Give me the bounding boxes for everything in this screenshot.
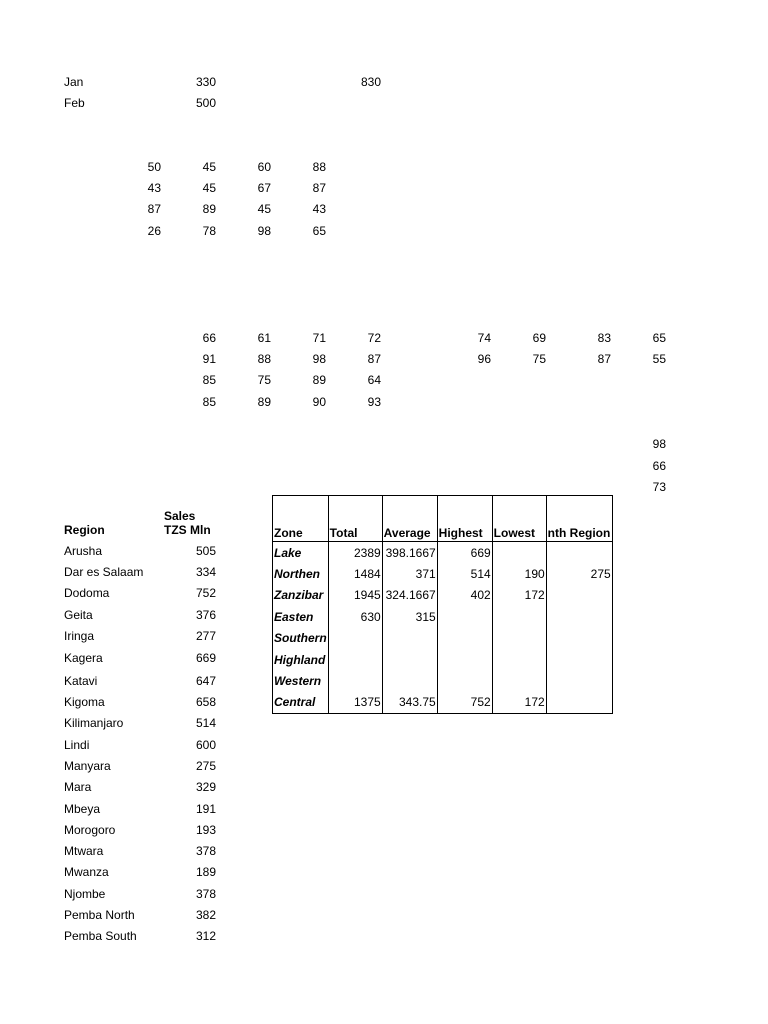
region-name: Manyara (64, 759, 111, 773)
region-sales: 312 (195, 929, 216, 943)
month-label-jan: Jan (64, 75, 84, 89)
region-name: Pemba South (64, 929, 137, 943)
zone-nth-region (546, 670, 612, 691)
zone-row (273, 628, 613, 649)
grid3-cell: 65 (652, 331, 666, 345)
grid2-cell: 98 (312, 352, 326, 366)
zone-lowest: 172 (492, 585, 546, 606)
zone-nth-region (546, 585, 612, 606)
region-name: Dodoma (64, 586, 110, 600)
region-sales: 378 (195, 844, 216, 858)
grid1-cell: 88 (312, 160, 326, 174)
zone-header-average: Average (382, 496, 437, 542)
zone-header-lowest: Lowest (492, 496, 546, 542)
grid1-cell: 87 (312, 181, 326, 195)
zone-name: Easten (273, 606, 329, 627)
zone-row (273, 585, 613, 606)
grid3-cell: 96 (477, 352, 491, 366)
zone-header-zone: Zone (273, 496, 329, 542)
zone-highest (437, 649, 492, 670)
zone-summary-table (272, 495, 613, 714)
zone-lowest (492, 628, 546, 649)
grid2-cell: 85 (202, 373, 216, 387)
zone-highest: 514 (437, 563, 492, 584)
zone-name: Central (273, 692, 329, 714)
grid2-cell: 66 (202, 331, 216, 345)
zone-total: 1375 (328, 692, 382, 714)
region-sales: 647 (195, 674, 216, 688)
zone-row (273, 542, 613, 564)
zone-total (328, 649, 382, 670)
zone-lowest (492, 649, 546, 670)
region-name: Katavi (64, 674, 98, 688)
zone-total: 1945 (328, 585, 382, 606)
zone-highest (437, 670, 492, 691)
grid3-cell: 87 (597, 352, 611, 366)
zone-header-nth-region: nth Region (546, 496, 612, 542)
zone-nth-region (546, 692, 612, 714)
grid2-cell: 61 (257, 331, 271, 345)
month-label-feb: Feb (64, 96, 85, 110)
extra-cell: 98 (652, 437, 666, 451)
month-value-jan: 330 (195, 75, 216, 89)
grid3-cell: 83 (597, 331, 611, 345)
grid1-cell: 65 (312, 224, 326, 238)
zone-average (382, 628, 437, 649)
region-sales: 189 (195, 865, 216, 879)
region-sales: 658 (195, 695, 216, 709)
zone-lowest: 190 (492, 563, 546, 584)
zone-average: 398.1667 (382, 542, 437, 564)
region-name: Kagera (64, 651, 103, 665)
grid1-cell: 78 (202, 224, 216, 238)
region-name: Morogoro (64, 823, 116, 837)
grid1-cell: 67 (257, 181, 271, 195)
grid2-cell: 71 (312, 331, 326, 345)
zone-highest: 402 (437, 585, 492, 606)
region-name: Mara (64, 780, 92, 794)
zone-name: Lake (273, 542, 329, 564)
zone-average: 371 (382, 563, 437, 584)
sales-header-line2: TZS Mln (164, 523, 211, 537)
zone-row (273, 670, 613, 691)
zone-lowest (492, 670, 546, 691)
zone-lowest (492, 542, 546, 564)
region-sales: 193 (195, 823, 216, 837)
region-sales: 191 (195, 802, 216, 816)
grid2-cell: 75 (257, 373, 271, 387)
zone-name: Highland (273, 649, 329, 670)
grid2-cell: 90 (312, 395, 326, 409)
region-name: Iringa (64, 629, 95, 643)
zone-total (328, 628, 382, 649)
zone-lowest (492, 606, 546, 627)
grid2-cell: 89 (257, 395, 271, 409)
zone-nth-region (546, 606, 612, 627)
grid3-cell: 75 (532, 352, 546, 366)
zone-row (273, 563, 613, 584)
grid1-cell: 26 (147, 224, 161, 238)
grid1-cell: 60 (257, 160, 271, 174)
grid1-cell: 45 (202, 160, 216, 174)
zone-average: 315 (382, 606, 437, 627)
zone-total (328, 670, 382, 691)
sales-header-line1: Sales (164, 509, 196, 523)
zone-header-highest: Highest (437, 496, 492, 542)
region-name: Dar es Salaam (64, 565, 144, 579)
zone-row (273, 692, 613, 714)
region-sales: 505 (195, 544, 216, 558)
grid1-cell: 43 (312, 202, 326, 216)
zone-nth-region: 275 (546, 563, 612, 584)
region-name: Arusha (64, 544, 103, 558)
grid1-cell: 50 (147, 160, 161, 174)
zone-total: 1484 (328, 563, 382, 584)
region-name: Lindi (64, 738, 90, 752)
month-total: 830 (360, 75, 381, 89)
extra-cell: 73 (652, 480, 666, 494)
region-name: Mbeya (64, 802, 101, 816)
grid1-cell: 45 (257, 202, 271, 216)
zone-average: 324.1667 (382, 585, 437, 606)
extra-cell: 66 (652, 459, 666, 473)
grid3-cell: 69 (532, 331, 546, 345)
zone-name: Zanzibar (273, 585, 329, 606)
zone-nth-region (546, 542, 612, 564)
grid1-cell: 43 (147, 181, 161, 195)
zone-header-total: Total (328, 496, 382, 542)
zone-total: 2389 (328, 542, 382, 564)
region-sales: 275 (195, 759, 216, 773)
zone-highest: 752 (437, 692, 492, 714)
region-sales: 329 (195, 780, 216, 794)
grid3-cell: 55 (652, 352, 666, 366)
zone-nth-region (546, 649, 612, 670)
region-sales: 334 (195, 565, 216, 579)
grid2-cell: 64 (367, 373, 381, 387)
zone-row (273, 649, 613, 670)
zone-lowest: 172 (492, 692, 546, 714)
zone-header-row (273, 496, 613, 542)
grid1-cell: 98 (257, 224, 271, 238)
zone-highest (437, 628, 492, 649)
grid1-cell: 89 (202, 202, 216, 216)
region-name: Njombe (64, 887, 106, 901)
region-name: Kilimanjaro (64, 716, 124, 730)
grid2-cell: 88 (257, 352, 271, 366)
region-name: Kigoma (64, 695, 105, 709)
zone-name: Northen (273, 563, 329, 584)
grid2-cell: 72 (367, 331, 381, 345)
zone-highest: 669 (437, 542, 492, 564)
region-sales: 669 (195, 651, 216, 665)
grid2-cell: 91 (202, 352, 216, 366)
grid1-cell: 45 (202, 181, 216, 195)
region-sales: 277 (195, 629, 216, 643)
grid2-cell: 85 (202, 395, 216, 409)
grid2-cell: 93 (367, 395, 381, 409)
zone-name: Western (273, 670, 329, 691)
zone-total: 630 (328, 606, 382, 627)
region-name: Pemba North (64, 908, 135, 922)
zone-average (382, 649, 437, 670)
zone-name: Southern (273, 628, 329, 649)
grid2-cell: 89 (312, 373, 326, 387)
grid3-cell: 74 (477, 331, 491, 345)
region-sales: 382 (195, 908, 216, 922)
grid1-cell: 87 (147, 202, 161, 216)
region-name: Mtwara (64, 844, 104, 858)
region-name: Geita (64, 608, 93, 622)
zone-average: 343.75 (382, 692, 437, 714)
zone-row (273, 606, 613, 627)
zone-nth-region (546, 628, 612, 649)
region-sales: 752 (195, 586, 216, 600)
region-sales: 514 (195, 716, 216, 730)
zone-highest (437, 606, 492, 627)
region-sales: 378 (195, 887, 216, 901)
month-value-feb: 500 (195, 96, 216, 110)
region-sales: 376 (195, 608, 216, 622)
region-sales: 600 (195, 738, 216, 752)
grid2-cell: 87 (367, 352, 381, 366)
region-header: Region (64, 523, 105, 537)
region-name: Mwanza (64, 865, 109, 879)
zone-average (382, 670, 437, 691)
